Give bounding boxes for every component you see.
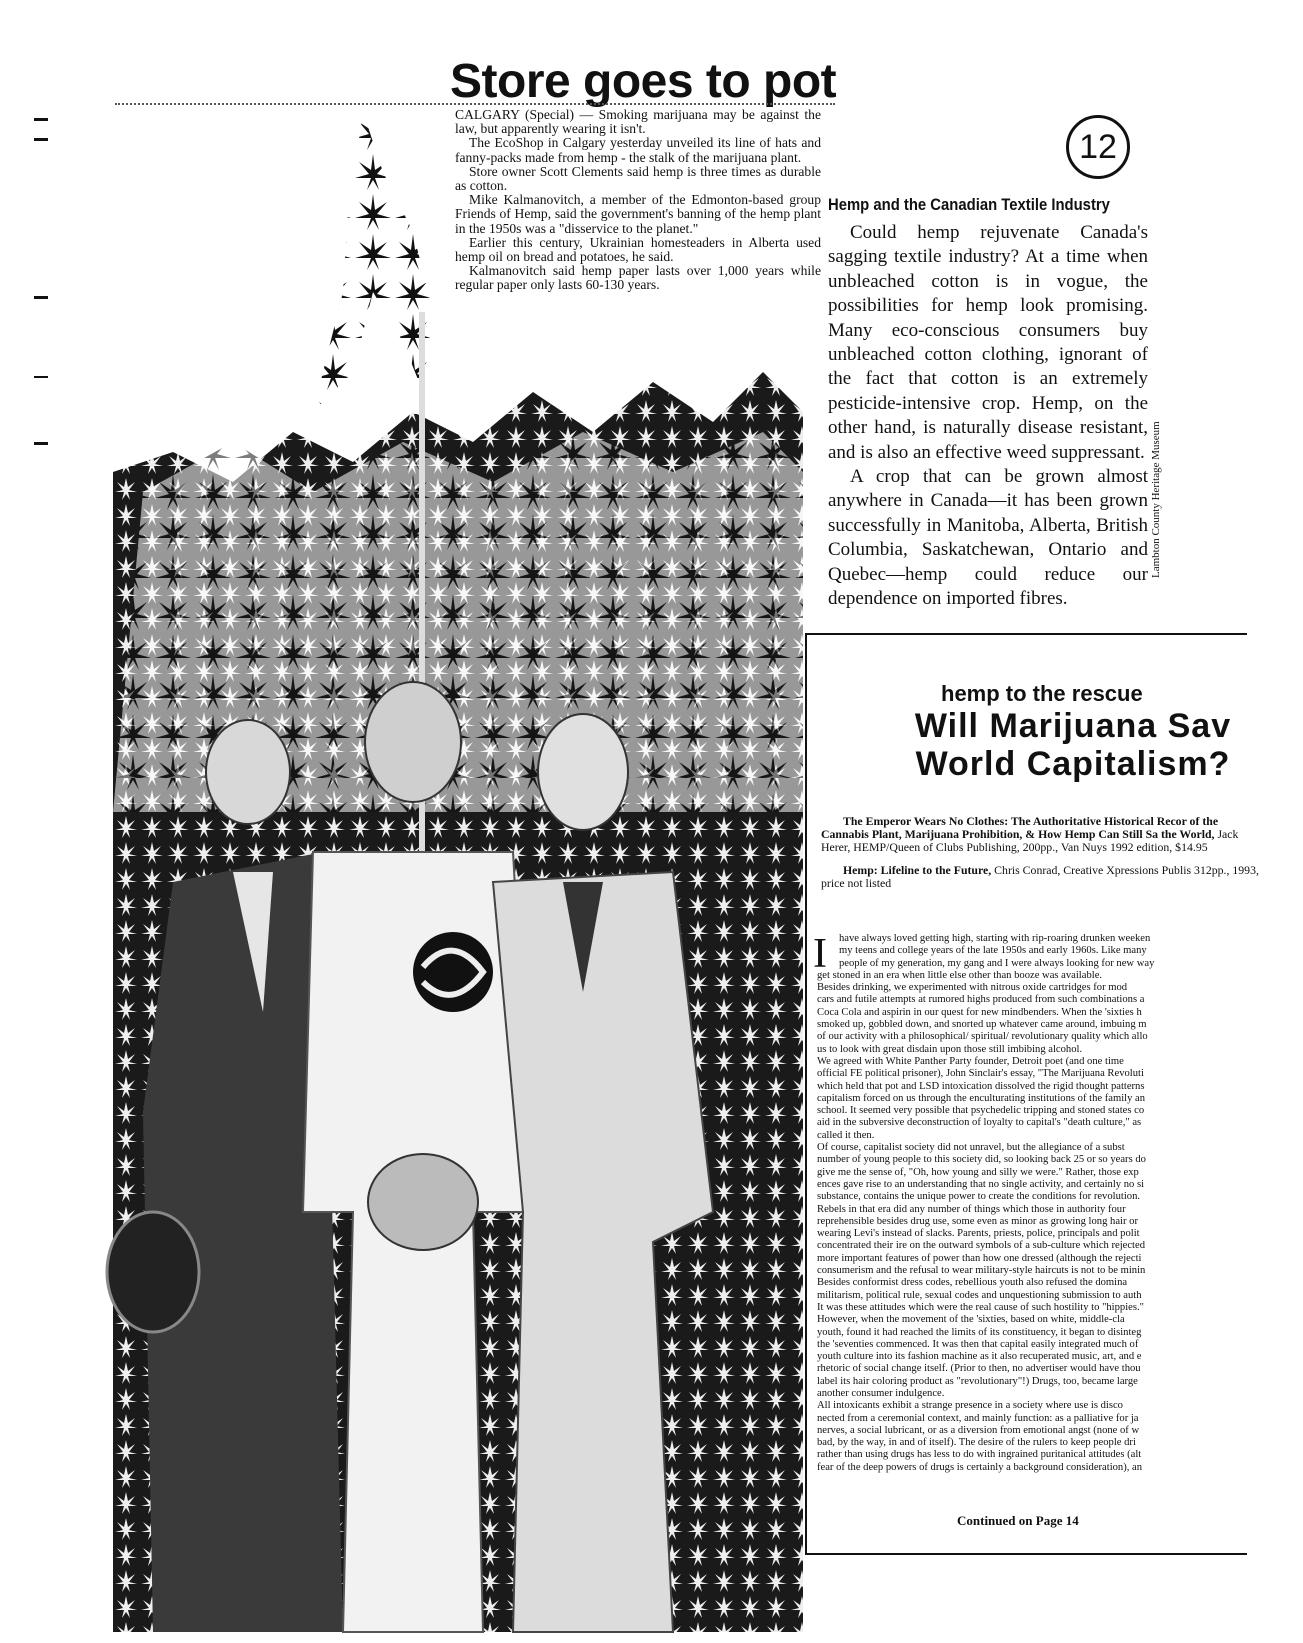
book-details: Jack Herer, HEMP/Queen of Clubs Publishing, 200pp., Van Nuys 1992 edition, $14.95 [821,827,1239,854]
article-line: Coca Cola and aspirin in our quest for new mindbenders. When the 'sixties h [817,1006,1142,1018]
book-entry [821,815,1261,854]
box-title-line: World Capitalism? [915,745,1231,783]
box-title [843,707,1303,783]
article-line: number of young people to this society did, so looking back 25 or so years do [817,1154,1146,1166]
box-title-line: Will Marijuana Sav [914,707,1232,745]
article-body [813,931,1257,1474]
article-line: more important features of power than how one dressed (although the rejecti [817,1252,1142,1264]
book-title: The Emperor Wears No Clothes: The Authoritative Historical Recor of the Cannabis Plant, Marijuana Prohibition, & How Hemp Can Still Sa the World, [821,814,1219,841]
article-line: youth, found it had reached the limits of its constituency, it began to disinteg [817,1326,1142,1338]
headline: Store goes to pot [450,55,837,108]
article-line: school. It seemed very possible that psychedelic tripping and stoned states co [817,1105,1145,1117]
article-line: consumerism and the refusal to wear military-style haircuts is not to be minin [817,1265,1146,1277]
article-line: have always loved getting high, starting with rip-roaring drunken weeken [839,933,1151,944]
article-line: my teens and college years of the late 1950s and early 1960s. Like many [839,945,1147,957]
book-title: Hemp: Lifeline to the Future, [843,863,992,877]
section-title: Hemp and the Canadian Textile Industry [828,196,1110,214]
article-line: Of course, capitalist society did not unravel, but the allegiance of a subst [817,1142,1125,1154]
article-line: of our activity with a philosophical/ spiritual/ revolutionary quality which allo [817,1031,1148,1043]
wire-paragraph: Earlier this century, Ukrainian homesteaders in Alberta used hemp oil on bread and potatoes, he said. [455,234,821,265]
article-line: youth culture into its fashion machine as it also recuperated music, art, and e [817,1351,1142,1363]
article-lines [817,933,1257,1474]
photo-credit: Lambton County Heritage Museum [1150,421,1162,578]
textile-section [828,196,1148,612]
article-line: wearing Levi's instead of slacks. Parents, priests, police, principals and polit [817,1228,1140,1240]
book-entry [821,864,1261,890]
article-line: Besides drinking, we experimented with nitrous oxide cartridges for mod [817,982,1128,994]
wire-paragraph: The EcoShop in Calgary yesterday unveiled its line of hats and fanny-packs made from hemp - the stalk of the marijuana plant. [455,135,821,165]
article-line: capitalism forced on us through the enculturating institutions of the family an [817,1092,1146,1104]
article-line: nerves, a social lubricant, or as a diversion from emotional angst (none of w [817,1424,1140,1436]
drop-cap: I [813,931,827,977]
article-line: label its hair coloring product as "revolutionary"!) Drugs, too, became large [817,1375,1138,1387]
book-details: Chris Conrad, Creative Xpressions Publis 312pp., 1993, price not listed [821,863,1259,890]
wire-paragraph: Kalmanovitch said hemp paper lasts over 1,000 years while regular paper only lasts 60-130 years. [455,263,821,293]
article-line: All intoxicants exhibit a strange presence in a society where use is disco [817,1400,1123,1412]
article-line: However, when the movement of the 'sixties, based on white, middle-cla [817,1314,1125,1326]
article-line: rhetoric of social change itself. (Prior to then, no advertiser would have thou [817,1363,1141,1375]
article-line: concentrated their ire on the outward symbols of a sub-culture which rejected [817,1240,1145,1252]
article-line: It was these attitudes which were the real cause of such hostility to "hippies." [817,1301,1144,1313]
article-line: substance, contains the unique power to create the conditions for revolution. [817,1191,1141,1203]
page-number-circle [1066,115,1130,179]
article-line: cars and futile attempts at rumored highs produced from such combinations a [817,994,1145,1006]
section-paragraph: A crop that can be grown almost anywhere in Canada—it has been grown successfully in Manitoba, Alberta, British Columbia, Saskatchewan, Ontario and Quebec—hemp could reduce our dependence on imported fibres. [828,466,1148,610]
article-line: get stoned in an era when little else other than booze was available. [817,969,1103,981]
review-box [805,633,1259,1555]
article-line: reprehensible besides drug use, some even as minor as growing long hair or [817,1215,1138,1227]
dotted-rule [115,103,835,105]
article-line: Rebels in that era did any number of things which those in authority four [817,1203,1126,1215]
article-line: We agreed with White Panther Party founder, Detroit poet (and one time [817,1055,1124,1067]
article-line: rather than using drugs has less to do with ingrained puritanical attitudes (alt [817,1449,1142,1461]
page-number: 12 [1079,127,1117,166]
article-line: smoked up, gobbled down, and snorted up whatever came around, imbuing m [817,1019,1147,1031]
photo-credit-box [1148,380,1164,580]
article-line: people of my generation, my gang and I were always looking for new way [839,957,1155,969]
continued-line: Continued on Page 14 [957,1513,1079,1528]
book-list [821,815,1261,900]
article-line: aid in the subversive deconstruction of loyalty to capital's "death culture," as [817,1117,1142,1129]
wire-story [455,108,821,293]
article-line: fear of the deep powers of drugs is certainly a background consideration), an [817,1461,1143,1473]
article-line: which held that pot and LSD intoxication dissolved the rigid thought patterns [817,1080,1145,1092]
section-paragraph: Could hemp rejuvenate Canada's sagging textile industry? At a time when unbleached cotton is in vogue, the possibilities for hemp look promising. Many eco-conscious consumers buy unbleached cotton clothing, ignorant of the fact that cotton is an extremely pesticide-intensive crop. Hemp, on the other hand, is naturally disease resistant, and is also an effective weed suppressant. [828,222,1148,463]
kicker: hemp to the rescue [941,681,1143,706]
article-line: ences gave rise to an understanding that no single activity, and certainly no si [817,1178,1145,1190]
article-line: nected from a ceremonial context, and mainly function: as a palliative for ja [817,1412,1139,1424]
article-line: give me the sense of, "Oh, how young and silly we were." Rather, those exp [817,1166,1139,1178]
article-line: official FE political prisoner), John Sinclair's essay, "The Marijuana Revoluti [817,1068,1144,1080]
article-line: Besides conformist dress codes, rebellious youth also refused the domina [817,1277,1128,1289]
article-line: called it then. [817,1129,875,1141]
article-line: the 'seventies commenced. It was then that capital easily integrated much of [817,1338,1139,1350]
article-line: militarism, political rule, sexual codes and unquestioning submission to auth [817,1289,1142,1301]
article-line: us to look with great disdain upon those still imbibing alcohol. [817,1043,1083,1055]
wire-paragraph: Mike Kalmanovitch, a member of the Edmonton-based group Friends of Hemp, said the government's banning of the hemp plant in the 1950s was a "disservice to the planet." [455,192,821,236]
hemp-field-photo [113,112,803,1632]
article-line: bad, by the way, in and of itself). The desire of the rulers to keep people dri [817,1437,1136,1449]
article-line: another consumer indulgence. [817,1387,945,1399]
wire-paragraph: CALGARY (Special) — Smoking marijuana may be against the law, but apparently wearing it isn't. [455,107,821,137]
wire-paragraph: Store owner Scott Clements said hemp is three times as durable as cotton. [455,163,821,194]
